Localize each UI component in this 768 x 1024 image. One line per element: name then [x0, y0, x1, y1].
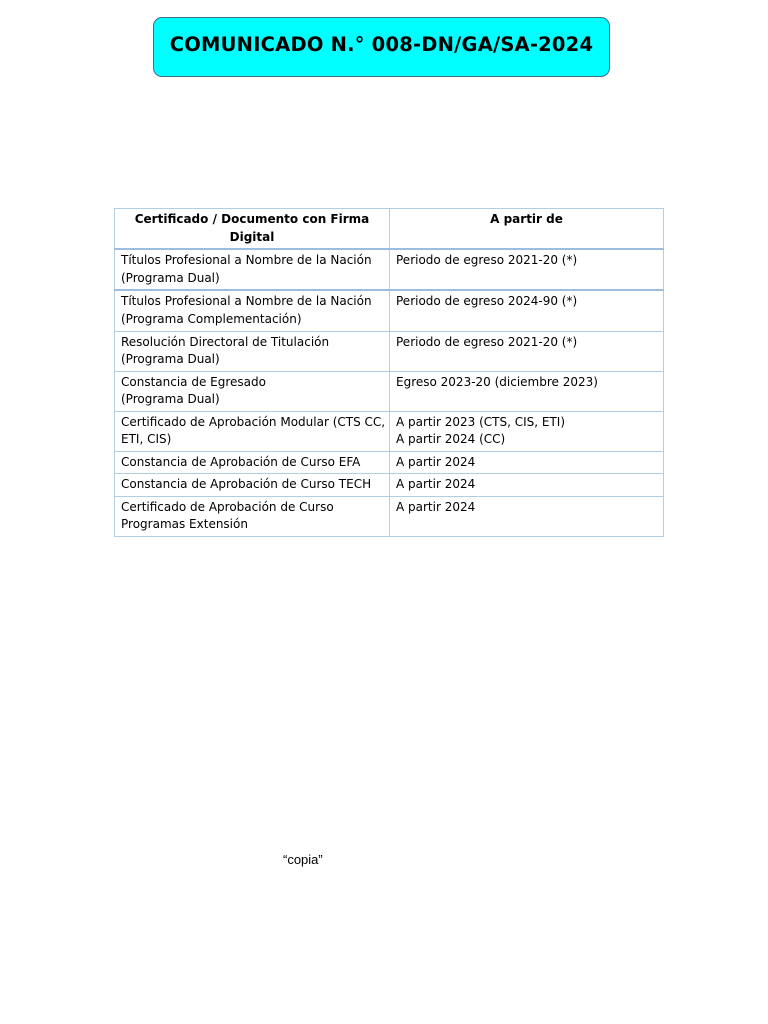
- document-cell: [115, 451, 390, 474]
- from-cell: [390, 249, 664, 290]
- from-cell: [390, 496, 664, 536]
- copy-label: “copia”: [283, 852, 323, 867]
- document-name: Certificado de Aprobación Modular (CTS CC,: [121, 414, 386, 429]
- from-value: A partir 2024: [396, 477, 476, 491]
- from-cell: [390, 411, 664, 451]
- column-header-from: A partir de: [390, 209, 664, 250]
- table-row: [115, 411, 664, 451]
- from-value: A partir 2024 (CC): [396, 432, 506, 446]
- document-program: Programas Extensión: [121, 517, 248, 531]
- table-header-row: [115, 209, 664, 250]
- document-name: Constancia de Aprobación de Curso TECH: [121, 477, 372, 491]
- document-program: (Programa Dual): [121, 270, 220, 285]
- document-program: ETI, CIS): [121, 432, 172, 446]
- from-value: Periodo de egreso 2021-20 (*): [396, 334, 578, 349]
- document-name: Títulos Profesional a Nombre de la Nación: [121, 294, 372, 308]
- from-cell: [390, 331, 664, 371]
- from-value: Periodo de egreso 2024-90 (*): [396, 294, 578, 308]
- document-cell: [115, 411, 390, 451]
- document-cell: [115, 290, 390, 331]
- certificates-table: [114, 208, 664, 537]
- table-row: [115, 249, 664, 290]
- from-value: A partir 2024: [396, 454, 476, 469]
- document-cell: [115, 331, 390, 371]
- document-program: (Programa Dual): [121, 352, 220, 366]
- document-program: (Programa Dual): [121, 392, 220, 406]
- from-value: A partir 2023 (CTS, CIS, ETI): [396, 414, 566, 429]
- from-cell: [390, 451, 664, 474]
- document-cell: [115, 496, 390, 536]
- from-value: Periodo de egreso 2021-20 (*): [396, 253, 578, 267]
- from-cell: [390, 371, 664, 411]
- table-row: [115, 331, 664, 371]
- document-cell: [115, 474, 390, 497]
- document-cell: [115, 371, 390, 411]
- table-row: [115, 371, 664, 411]
- from-cell: [390, 290, 664, 331]
- from-cell: [390, 474, 664, 497]
- document-name: Resolución Directoral de Titulación: [121, 334, 330, 349]
- table-row: [115, 290, 664, 331]
- document-cell: [115, 249, 390, 290]
- document-name: Certificado de Aprobación de Curso: [121, 499, 334, 514]
- document-name: Constancia de Egresado: [121, 374, 266, 389]
- table-row: [115, 451, 664, 474]
- column-header-document: Certificado / Documento con Firma Digital: [115, 209, 390, 250]
- document-name: Títulos Profesional a Nombre de la Nación: [121, 253, 372, 267]
- document-program: (Programa Complementación): [121, 311, 302, 326]
- page-title: COMUNICADO N.° 008-DN/GA/SA-2024: [169, 32, 594, 56]
- table-row: [115, 474, 664, 497]
- table-row: [115, 496, 664, 536]
- document-name: Constancia de Aprobación de Curso EFA: [121, 454, 361, 469]
- from-value: A partir 2024: [396, 499, 476, 514]
- header-banner: [153, 17, 610, 77]
- from-value: Egreso 2023-20 (diciembre 2023): [396, 374, 598, 389]
